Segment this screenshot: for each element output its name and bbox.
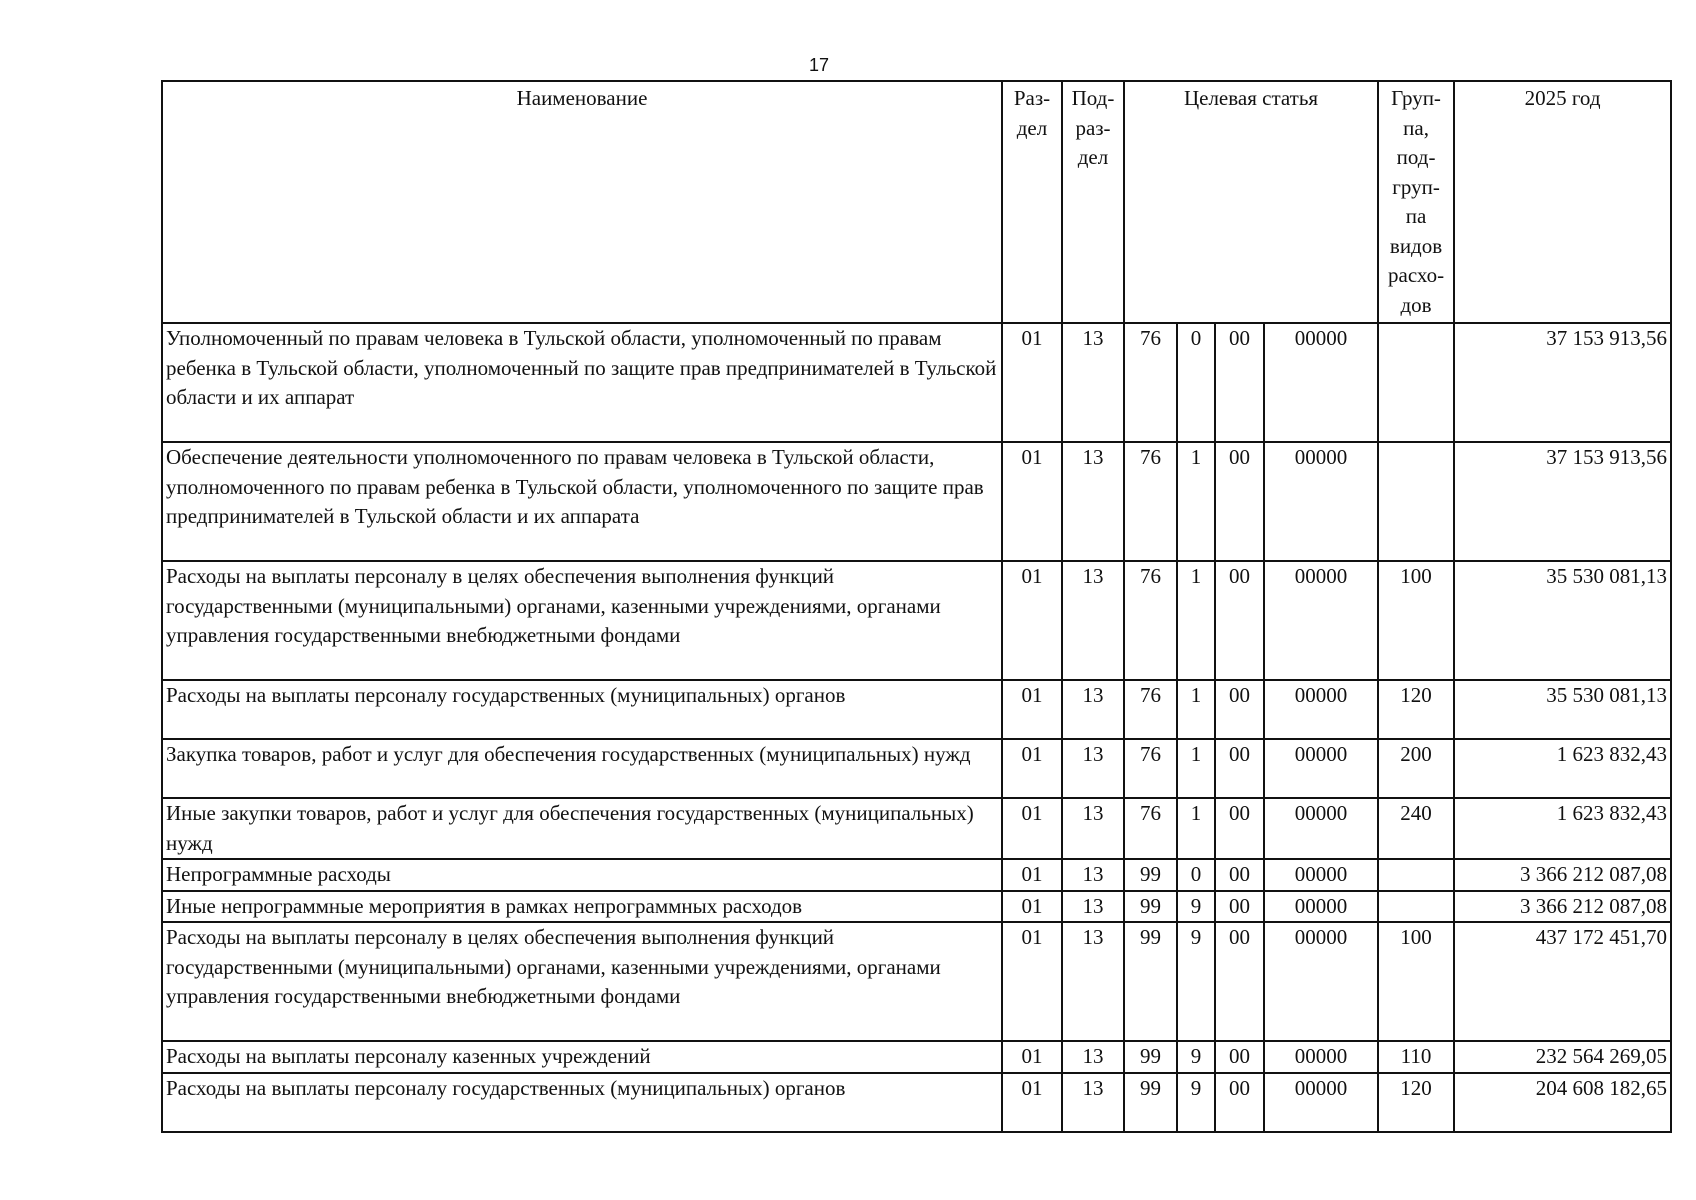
table-row <box>162 561 1671 680</box>
row-vid-rashodov: 120 <box>1378 680 1454 739</box>
row-cs-subprogram: 1 <box>1177 739 1215 798</box>
row-name: Иные непрограммные мероприятия в рамках непрограммных расходов <box>162 891 1002 923</box>
row-cs-direction: 00000 <box>1264 561 1378 680</box>
row-cs-direction: 00000 <box>1264 798 1378 859</box>
table-row <box>162 798 1671 859</box>
table-row <box>162 859 1671 891</box>
row-name: Расходы на выплаты персоналу в целях обеспечения выполнения функций государственными (муниципальными) органами, казенными учреждениями, органами управления государственными внебюджетными фондами <box>162 561 1002 680</box>
row-amount: 37 153 913,56 <box>1454 442 1671 561</box>
header-year: 2025 год <box>1454 81 1671 323</box>
table-row <box>162 323 1671 442</box>
budget-table <box>161 80 1672 1133</box>
row-cs-program: 76 <box>1124 680 1177 739</box>
row-cs-main: 00 <box>1215 1073 1264 1132</box>
row-amount: 3 366 212 087,08 <box>1454 859 1671 891</box>
row-vid-rashodov <box>1378 891 1454 923</box>
row-cs-main: 00 <box>1215 891 1264 923</box>
row-podrazdel: 13 <box>1062 859 1124 891</box>
row-vid-rashodov: 240 <box>1378 798 1454 859</box>
table-row <box>162 1041 1671 1073</box>
row-razdel: 01 <box>1002 442 1062 561</box>
row-podrazdel: 13 <box>1062 1073 1124 1132</box>
row-name: Расходы на выплаты персоналу государственных (муниципальных) органов <box>162 680 1002 739</box>
row-podrazdel: 13 <box>1062 1041 1124 1073</box>
row-cs-subprogram: 0 <box>1177 323 1215 442</box>
row-cs-subprogram: 9 <box>1177 1041 1215 1073</box>
row-amount: 35 530 081,13 <box>1454 561 1671 680</box>
page-number: 17 <box>808 55 830 75</box>
row-cs-program: 76 <box>1124 798 1177 859</box>
row-amount: 232 564 269,05 <box>1454 1041 1671 1073</box>
row-cs-main: 00 <box>1215 680 1264 739</box>
row-amount: 204 608 182,65 <box>1454 1073 1671 1132</box>
row-cs-subprogram: 1 <box>1177 442 1215 561</box>
row-razdel: 01 <box>1002 561 1062 680</box>
row-podrazdel: 13 <box>1062 680 1124 739</box>
row-cs-direction: 00000 <box>1264 739 1378 798</box>
row-cs-subprogram: 9 <box>1177 891 1215 923</box>
row-name: Расходы на выплаты персоналу в целях обеспечения выполнения функций государственными (муниципальными) органами, казенными учреждениями, органами управления государственными внебюджетными фондами <box>162 922 1002 1041</box>
row-podrazdel: 13 <box>1062 798 1124 859</box>
row-cs-subprogram: 1 <box>1177 798 1215 859</box>
row-razdel: 01 <box>1002 922 1062 1041</box>
header-tselevaya-statya: Целевая статья <box>1124 81 1378 323</box>
header-razdel: Раз-дел <box>1002 81 1062 323</box>
row-cs-direction: 00000 <box>1264 680 1378 739</box>
row-vid-rashodov: 200 <box>1378 739 1454 798</box>
row-razdel: 01 <box>1002 1073 1062 1132</box>
table-row <box>162 922 1671 1041</box>
row-cs-subprogram: 1 <box>1177 680 1215 739</box>
row-podrazdel: 13 <box>1062 739 1124 798</box>
row-cs-program: 99 <box>1124 922 1177 1041</box>
row-name: Непрограммные расходы <box>162 859 1002 891</box>
row-cs-program: 76 <box>1124 561 1177 680</box>
table-row <box>162 891 1671 923</box>
row-razdel: 01 <box>1002 891 1062 923</box>
row-name: Расходы на выплаты персоналу государственных (муниципальных) органов <box>162 1073 1002 1132</box>
table-row <box>162 680 1671 739</box>
row-cs-direction: 00000 <box>1264 922 1378 1041</box>
row-cs-main: 00 <box>1215 323 1264 442</box>
row-razdel: 01 <box>1002 680 1062 739</box>
table-row <box>162 1073 1671 1132</box>
row-vid-rashodov: 120 <box>1378 1073 1454 1132</box>
row-name: Обеспечение деятельности уполномоченного по правам человека в Тульской области, уполномоченного по правам ребенка в Тульской области, уполномоченного по защите прав предпринимателей в Тульской области и их аппарата <box>162 442 1002 561</box>
row-podrazdel: 13 <box>1062 922 1124 1041</box>
row-cs-direction: 00000 <box>1264 859 1378 891</box>
row-cs-program: 99 <box>1124 859 1177 891</box>
row-cs-subprogram: 0 <box>1177 859 1215 891</box>
row-cs-program: 99 <box>1124 1073 1177 1132</box>
row-cs-main: 00 <box>1215 442 1264 561</box>
row-name: Уполномоченный по правам человека в Тульской области, уполномоченный по правам ребенка в Тульской области, уполномоченный по защите прав предпринимателей в Тульской области и их аппарат <box>162 323 1002 442</box>
header-podrazdel: Под-раз-дел <box>1062 81 1124 323</box>
row-cs-main: 00 <box>1215 798 1264 859</box>
row-vid-rashodov: 100 <box>1378 561 1454 680</box>
row-cs-subprogram: 9 <box>1177 922 1215 1041</box>
row-cs-main: 00 <box>1215 739 1264 798</box>
row-cs-direction: 00000 <box>1264 323 1378 442</box>
row-name: Расходы на выплаты персоналу казенных учреждений <box>162 1041 1002 1073</box>
row-podrazdel: 13 <box>1062 561 1124 680</box>
row-amount: 3 366 212 087,08 <box>1454 891 1671 923</box>
row-vid-rashodov <box>1378 442 1454 561</box>
row-cs-main: 00 <box>1215 859 1264 891</box>
row-cs-direction: 00000 <box>1264 442 1378 561</box>
row-cs-subprogram: 1 <box>1177 561 1215 680</box>
row-cs-main: 00 <box>1215 1041 1264 1073</box>
row-cs-direction: 00000 <box>1264 1041 1378 1073</box>
row-cs-direction: 00000 <box>1264 891 1378 923</box>
table-header-row <box>162 81 1671 323</box>
row-amount: 437 172 451,70 <box>1454 922 1671 1041</box>
row-razdel: 01 <box>1002 798 1062 859</box>
header-name: Наименование <box>162 81 1002 323</box>
row-razdel: 01 <box>1002 1041 1062 1073</box>
row-razdel: 01 <box>1002 323 1062 442</box>
row-cs-direction: 00000 <box>1264 1073 1378 1132</box>
row-podrazdel: 13 <box>1062 442 1124 561</box>
row-vid-rashodov: 110 <box>1378 1041 1454 1073</box>
row-razdel: 01 <box>1002 859 1062 891</box>
row-cs-program: 99 <box>1124 891 1177 923</box>
row-amount: 37 153 913,56 <box>1454 323 1671 442</box>
row-vid-rashodov: 100 <box>1378 922 1454 1041</box>
row-cs-program: 76 <box>1124 442 1177 561</box>
row-amount: 35 530 081,13 <box>1454 680 1671 739</box>
row-podrazdel: 13 <box>1062 891 1124 923</box>
row-cs-main: 00 <box>1215 561 1264 680</box>
row-name: Иные закупки товаров, работ и услуг для обеспечения государственных (муниципальных) нужд <box>162 798 1002 859</box>
row-amount: 1 623 832,43 <box>1454 739 1671 798</box>
row-cs-main: 00 <box>1215 922 1264 1041</box>
row-amount: 1 623 832,43 <box>1454 798 1671 859</box>
table-row <box>162 442 1671 561</box>
row-cs-subprogram: 9 <box>1177 1073 1215 1132</box>
row-podrazdel: 13 <box>1062 323 1124 442</box>
row-vid-rashodov <box>1378 859 1454 891</box>
table-row <box>162 739 1671 798</box>
row-vid-rashodov <box>1378 323 1454 442</box>
row-cs-program: 76 <box>1124 323 1177 442</box>
header-gruppa-vidov-rashodov: Груп-па, под-груп-па видов расхо-дов <box>1378 81 1454 323</box>
row-name: Закупка товаров, работ и услуг для обеспечения государственных (муниципальных) нужд <box>162 739 1002 798</box>
row-razdel: 01 <box>1002 739 1062 798</box>
row-cs-program: 99 <box>1124 1041 1177 1073</box>
row-cs-program: 76 <box>1124 739 1177 798</box>
